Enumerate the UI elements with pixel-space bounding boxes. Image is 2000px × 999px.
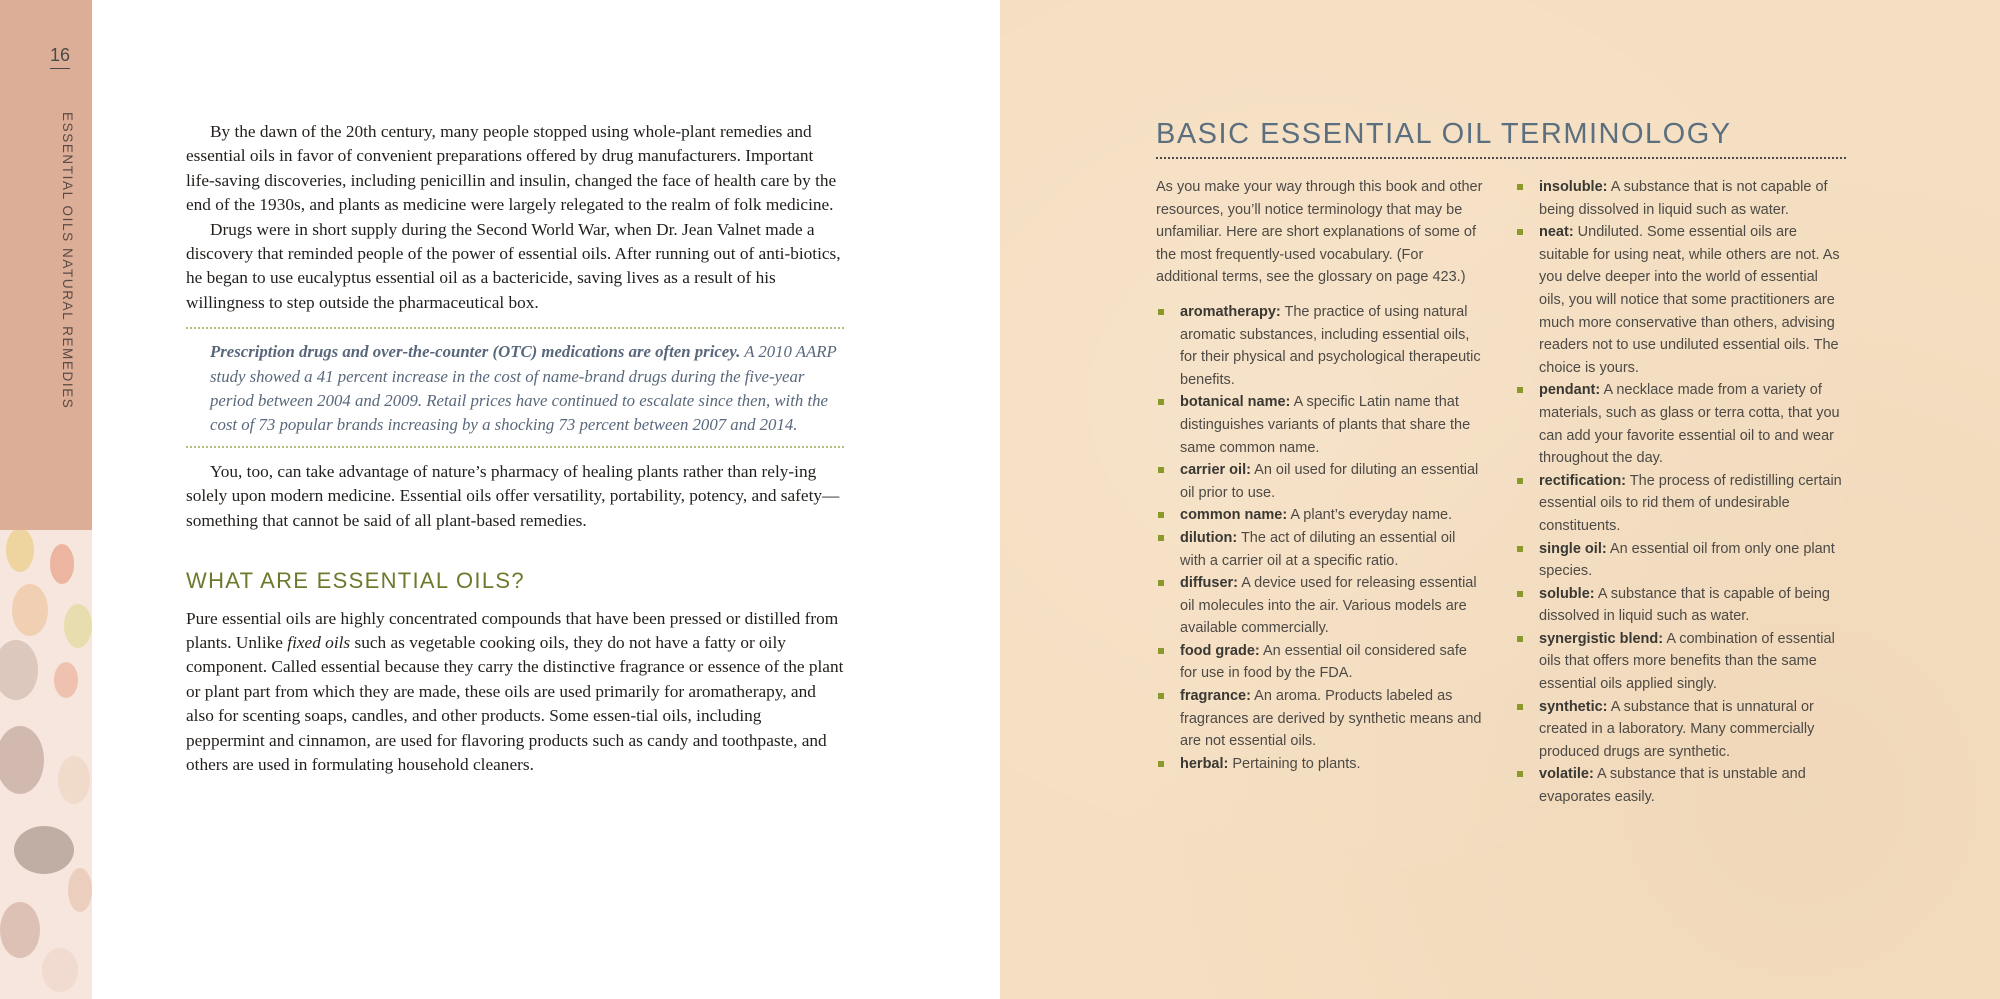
term-word: synthetic: [1539,698,1608,715]
term-definition: An oil used for diluting an essential oil prior to use. [1180,462,1479,501]
term-item [1515,221,1845,379]
term-definition: A combination of essential oils that offers more benefits than the same essential oils applied singly. [1539,630,1835,693]
callout-text: A 2010 AARP study showed a 41 percent increase in the cost of name-brand drugs during the five-year period between 2004 and 2009. Retail prices have continued to escalate since then, with the cost of 73 popular brands increasing by a shocking 73 percent between 2007 and 2014. [210,342,837,435]
term-item [1156,640,1484,685]
term-definition: A substance that is unnatural or created in a laboratory. Many commercially produced drugs are synthetic. [1539,698,1815,760]
square-bullet-icon [1517,229,1523,235]
term-definition: An aroma. Products labeled as fragrances are derived by synthetic means and are not essential oils. [1180,688,1482,750]
left-body-column [186,120,844,777]
term-definition: The practice of using natural aromatic substances, including essential oils, for their physical and psychological therapeutic benefits. [1180,303,1481,388]
term-item [1515,763,1845,808]
term-word: food grade: [1180,642,1260,659]
square-bullet-icon [1517,546,1523,552]
square-bullet-icon [1158,467,1164,473]
section-heading: WHAT ARE ESSENTIAL OILS? [186,568,525,594]
square-bullet-icon [1158,761,1164,767]
term-item [1156,685,1484,753]
terminology-intro: As you make your way through this book and other resources, you’ll notice terminology that may be unfamiliar. Here are short explanations of some of the most frequently-used vocabulary. (For additional terms, see the glossary on page 423.) [1156,179,1483,286]
right-page [1000,0,2000,999]
term-item [1515,696,1845,764]
paragraph-part-2: such as vegetable cooking oils, they do not have a fatty or oily component. Called essential because they carry the distinctive fragrance or essence of the plant or plant part from which they are made, these oils are used primarily for aromatherapy, and also for scenting soaps, candles, and other products. Some essen-tial oils, including peppermint and cinnamon, are used for flavoring products such as candy and toothpaste, and others are used in formulating household cleaners. [186,632,844,774]
term-definition: Pertaining to plants. [1228,755,1361,772]
term-item [1156,391,1484,459]
square-bullet-icon [1517,387,1523,393]
term-definition: A device used for releasing essential oil molecules into the air. Various models are available commercially. [1180,575,1477,637]
side-strip [0,0,92,999]
square-bullet-icon [1158,399,1164,405]
term-word: pendant: [1539,382,1601,399]
terminology-title: BASIC ESSENTIAL OIL TERMINOLOGY [1156,118,1846,159]
paragraph-italic-term: fixed oils [287,632,351,652]
terminology-column-right [1515,176,1845,809]
term-word: dilution: [1180,529,1238,546]
term-word: carrier oil: [1180,462,1251,479]
leaf-pattern-decoration [0,530,92,999]
square-bullet-icon [1158,648,1164,654]
terminology-column-left [1156,176,1484,775]
term-definition: The act of diluting an essential oil with a carrier oil at a specific ratio. [1180,529,1456,569]
term-word: insoluble: [1539,179,1608,195]
term-word: synergistic blend: [1539,630,1664,647]
running-head: ESSENTIAL OILS NATURAL REMEDIES [60,112,75,410]
term-item [1515,628,1845,696]
square-bullet-icon [1517,591,1523,597]
term-list-left [1156,301,1484,775]
term-word: fragrance: [1180,688,1251,705]
square-bullet-icon [1158,309,1164,315]
term-word: common name: [1180,507,1288,524]
square-bullet-icon [1158,580,1164,586]
square-bullet-icon [1158,535,1164,541]
term-item [1515,379,1845,469]
term-item [1156,301,1484,391]
term-definition: A necklace made from a variety of materials, such as glass or terra cotta, that you can add your favorite essential oil to and wear throughout the day. [1539,382,1840,467]
term-word: aromatherapy: [1180,303,1281,320]
square-bullet-icon [1158,693,1164,699]
term-item [1515,470,1845,538]
term-item [1515,538,1845,583]
paragraph-valnet: Drugs were in short supply during the Second World War, when Dr. Jean Valnet made a discovery that reminded people of the power of essential oils. After running out of anti-biotics, he began to use eucalyptus essential oil as a bactericide, saving lives as a result of his willingness to step outside the pharmaceutical box. [186,219,841,312]
callout-lead: Prescription drugs and over-the-counter (OTC) medications are often pricey. [210,342,741,362]
term-item [1156,459,1484,504]
term-word: neat: [1539,224,1574,241]
term-definition: A substance that is not capable of being dissolved in liquid such as water. [1539,179,1828,218]
term-definition: An essential oil considered safe for use in food by the FDA. [1180,642,1467,682]
paragraph-part-1: Pure essential oils are highly concentrated compounds that have been pressed or distilled from plants. Unlike [186,608,839,652]
paragraph-20th-century: By the dawn of the 20th century, many people stopped using whole-plant remedies and essential oils in favor of convenient preparations offered by drug manufacturers. Important life-saving discoveries, including penicillin and insulin, changed the face of health care by the end of the 1930s, and plants as medicine were largely relegated to the realm of folk medicine. [186,122,837,215]
term-item [1156,753,1484,776]
term-item [1515,583,1845,628]
term-item [1515,176,1845,221]
term-definition: The process of redistilling certain essential oils to rid them of undesirable constituents. [1539,472,1842,534]
page-number: 16 [50,46,70,69]
term-definition: A specific Latin name that distinguishes variants of plants that share the same common name. [1180,394,1471,456]
square-bullet-icon [1517,704,1523,710]
term-definition: A plant’s everyday name. [1287,507,1453,524]
term-item [1156,504,1484,527]
term-word: single oil: [1539,540,1607,557]
paragraph-what-are-oils [186,607,844,778]
term-word: herbal: [1180,755,1229,772]
term-definition: A substance that is unstable and evaporates easily. [1539,766,1806,806]
square-bullet-icon [1517,478,1523,484]
paragraph-natures-pharmacy: You, too, can take advantage of nature’s pharmacy of healing plants rather than rely-ing solely upon modern medicine. Essential oils offer versatility, portability, potency, and safety—something that cannot be said of all plant-based remedies. [186,461,840,530]
square-bullet-icon [1517,771,1523,777]
term-word: botanical name: [1180,394,1291,411]
term-word: diffuser: [1180,575,1238,592]
term-word: rectification: [1539,472,1627,489]
term-definition: Undiluted. Some essential oils are suitable for using neat, while others are not. As you delve deeper into the world of essential oils, you will notice that some practitioners are much more conservative than others, advising readers not to use undiluted essential oils. The choice is yours. [1539,224,1840,376]
square-bullet-icon [1517,184,1523,190]
term-definition: A substance that is capable of being dissolved in liquid such as water. [1539,585,1830,625]
callout-box [186,327,844,448]
term-item [1156,572,1484,640]
term-list-right [1515,176,1845,809]
term-word: soluble: [1539,585,1595,602]
square-bullet-icon [1517,636,1523,642]
square-bullet-icon [1158,512,1164,518]
term-item [1156,527,1484,572]
term-definition: An essential oil from only one plant species. [1539,540,1835,580]
term-word: volatile: [1539,766,1594,783]
